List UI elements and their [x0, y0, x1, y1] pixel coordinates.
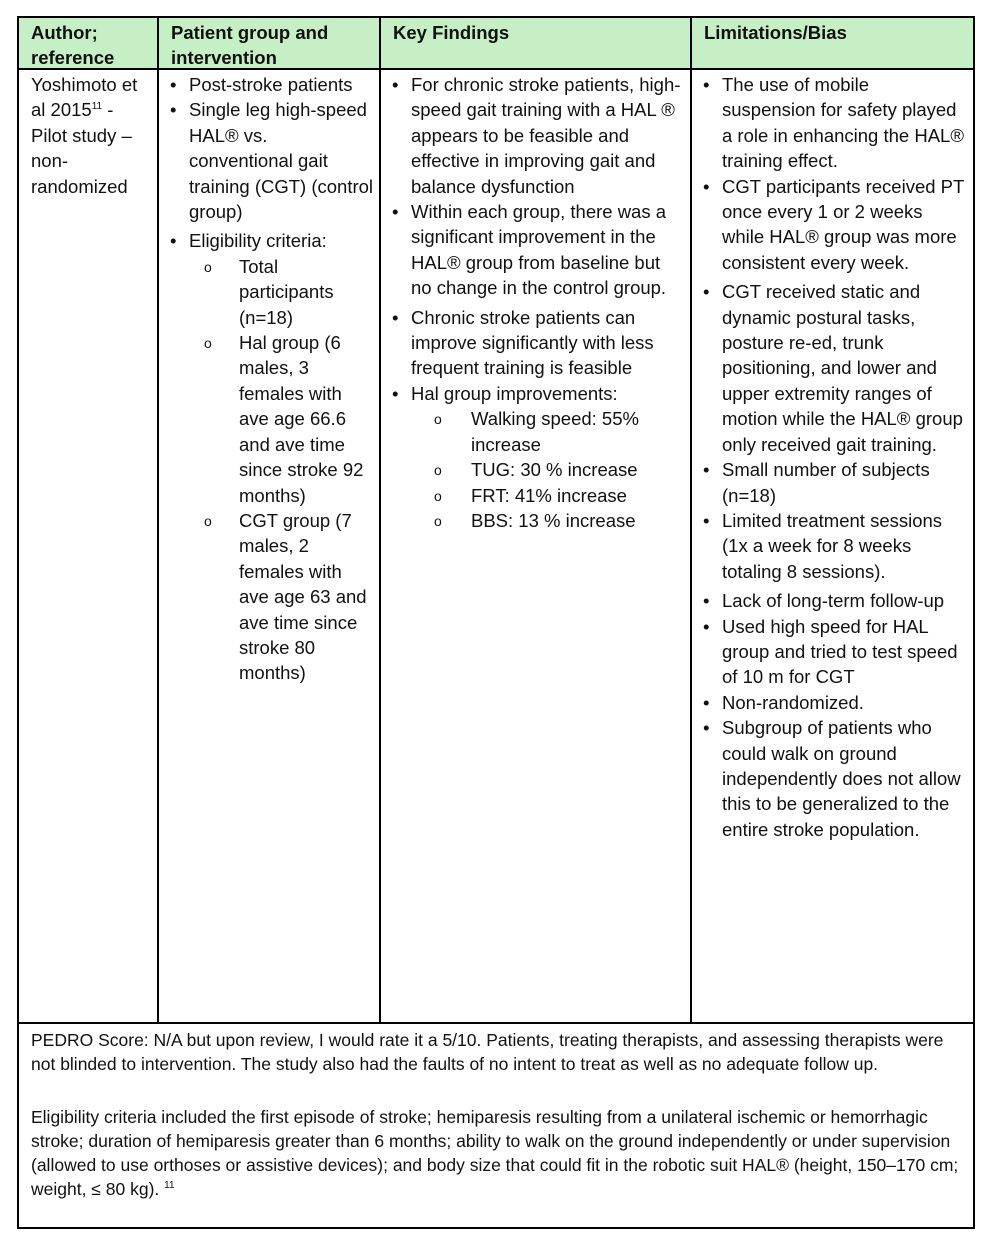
pedro-score-note: PEDRO Score: N/A but upon review, I would rate it a 5/10. Patients, treating therapists, and assessing therapists were not blinded to intervention. The study also had the faults of no intent to treat as well as no adequate follow up. — [31, 1030, 944, 1074]
list-item — [389, 381, 684, 533]
limitations-cell — [692, 70, 973, 1022]
evidence-table — [17, 16, 975, 1229]
sub-list-item: o Total participants (n=18) — [189, 254, 373, 330]
header-limitations: Limitations/Bias — [692, 18, 973, 70]
list-item: • Lack of long-term follow-up — [700, 588, 967, 613]
list-item: • Post-stroke patients — [167, 72, 373, 97]
list-item-label: Eligibility criteria: — [189, 230, 327, 252]
list-item: • Chronic stroke patients can improve significantly with less frequent training is feasible — [389, 305, 684, 381]
list-item: • CGT received static and dynamic postural tasks, posture re-ed, trunk positioning, and lower and upper extremity ranges of motion while the HAL® group only received gait training. — [700, 279, 967, 457]
header-key-findings: Key Findings — [381, 18, 692, 70]
author-cell — [19, 70, 159, 1022]
list-item: • Non-randomized. — [700, 690, 967, 715]
list-item: • Single leg high-speed HAL® vs. conventional gait training (CGT) (control group) — [167, 97, 373, 224]
author-name: Yoshimoto et al 2015 — [31, 74, 138, 121]
list-item-label: Hal group improvements: — [411, 382, 618, 404]
list-item: • Small number of subjects (n=18) — [700, 457, 967, 508]
notes-section — [19, 1022, 973, 1227]
list-item: • The use of mobile suspension for safety played a role in enhancing the HAL® training effect. — [700, 72, 967, 174]
sub-list-item: o BBS: 13 % increase — [411, 508, 684, 533]
list-item: • Limited treatment sessions (1x a week for 8 weeks totaling 8 sessions). — [700, 508, 967, 584]
list-item: • CGT participants received PT once every 1 or 2 weeks while HAL® group was more consistent every week. — [700, 174, 967, 276]
list-item: • Within each group, there was a significant improvement in the HAL® group from baseline but no change in the control group. — [389, 199, 684, 301]
header-author: Author; reference — [19, 18, 159, 70]
sub-list-item: o FRT: 41% increase — [411, 483, 684, 508]
sub-list-item: o CGT group (7 males, 2 females with ave age 63 and ave time since stroke 80 months) — [189, 508, 373, 686]
sub-list-item: o TUG: 30 % increase — [411, 457, 684, 482]
eligibility-reference: 11 — [164, 1180, 175, 1191]
study-type: - Pilot study – non-randomized — [31, 99, 132, 197]
list-item: • For chronic stroke patients, high-speed gait training with a HAL ® appears to be feasible and effective in improving gait and balance dysfunction — [389, 72, 684, 199]
author-reference: 11 — [91, 101, 103, 113]
header-patient-group: Patient group and intervention — [159, 18, 381, 70]
sub-list-item: o Walking speed: 55% increase — [411, 406, 684, 457]
eligibility-text: Eligibility criteria included the first episode of stroke; hemiparesis resulting from a unilateral ischemic or hemorrhagic stroke; duration of hemiparesis greater than 6 months; ability to walk on the ground independently or under supervision (allowed to use orthoses or assistive devices); and body size that could fit in the robotic suit HAL® (height, 150–170 cm; weight, ≤ 80 kg). — [31, 1107, 959, 1199]
key-findings-cell — [381, 70, 692, 1022]
list-item — [167, 228, 373, 685]
list-item: • Subgroup of patients who could walk on ground independently does not allow this to be generalized to the entire stroke population. — [700, 715, 967, 842]
list-item: • Used high speed for HAL group and tried to test speed of 10 m for CGT — [700, 614, 967, 690]
sub-list-item: o Hal group (6 males, 3 females with ave age 66.6 and ave time since stroke 92 months) — [189, 330, 373, 508]
patient-group-cell — [159, 70, 381, 1022]
eligibility-note — [31, 1105, 963, 1201]
